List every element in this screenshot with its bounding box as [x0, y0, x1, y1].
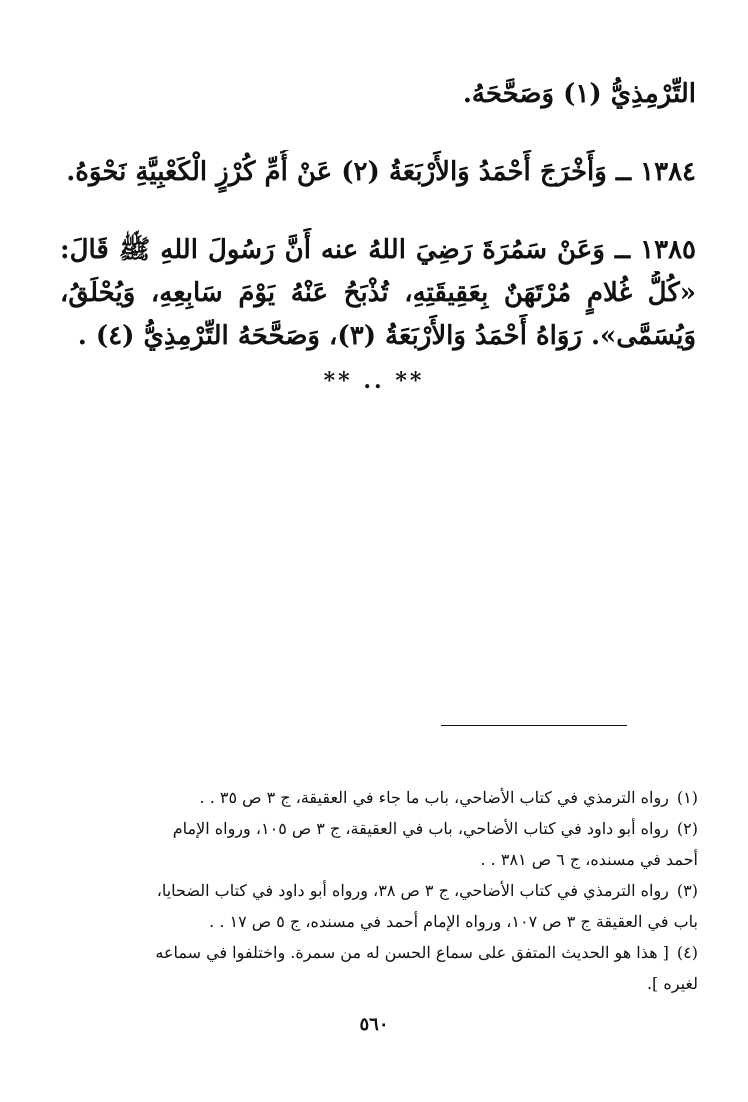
footnote-text: [ هذا هو الحديث المتفق على سماع الحسن له من سمرة. واختلفوا في سماعه [155, 943, 669, 962]
footnote-1 [62, 782, 698, 813]
footnote-number: (٣) [676, 881, 698, 900]
footnote-4-continued: لغيره ]. [646, 974, 698, 993]
page-number: ٥٦٠ [359, 1014, 389, 1035]
hadith-1385-line-3: وَيُسَمَّى». رَوَاهُ أَحْمَدُ وَالأَرْبَعَةُ (٣)، وَصَحَّحَهُ التِّرْمِذِيُّ (٤) . [77, 321, 696, 351]
footnote-2-continued: أحمد في مسنده، ج ٦ ص ٣٨١ . . [480, 850, 698, 869]
footnote-rule [441, 725, 627, 726]
footnote-number: (٤) [676, 943, 698, 962]
hadith-1385-line-1: ١٣٨٥ ــ وَعَنْ سَمُرَةَ رَضِيَ اللهُ عنه أَنَّ رَسُولَ اللهِ ﷺ قَالَ: [60, 235, 696, 265]
footnote-number: (١) [676, 788, 698, 807]
footnote-text: رواه الترمذي في كتاب الأضاحي، باب ما جاء في العقيقة، ج ٣ ص ٣٥ . . [199, 788, 669, 807]
footnote-3-continued: باب في العقيقة ج ٣ ص ١٠٧، ورواه الإمام أحمد في مسنده، ج ٥ ص ١٧ . . [209, 912, 698, 931]
continuation-line: التِّرْمِذِيُّ (١) وَصَحَّحَهُ. [462, 79, 696, 109]
footnote-number: (٢) [676, 819, 698, 838]
footnote-3 [62, 875, 698, 906]
footnote-4 [62, 937, 698, 968]
hadith-1384: ١٣٨٤ ــ وَأَخْرَجَ أَحْمَدُ وَالأَرْبَعَةُ (٢) عَنْ أُمِّ كُرْزٍ الْكَعْبِيَّةِ نَحْوَهُ. [66, 157, 696, 187]
section-separator: ** .. ** [323, 368, 425, 394]
footnote-2 [62, 813, 698, 844]
footnote-text: رواه أبو داود في كتاب الأضاحي، باب في العقيقة، ج ٣ ص ١٠٥، ورواه الإمام [172, 819, 669, 838]
hadith-1385-line-2: «كُلُّ غُلامٍ مُرْتَهَنٌ بِعَقِيقَتِهِ، تُذْبَحُ عَنْهُ يَوْمَ سَابِعِهِ، وَيُحْلَقُ، [60, 278, 696, 308]
footnote-text: رواه الترمذي في كتاب الأضاحي، ج ٣ ص ٣٨، ورواه أبو داود في كتاب الضحايا، [156, 881, 669, 900]
